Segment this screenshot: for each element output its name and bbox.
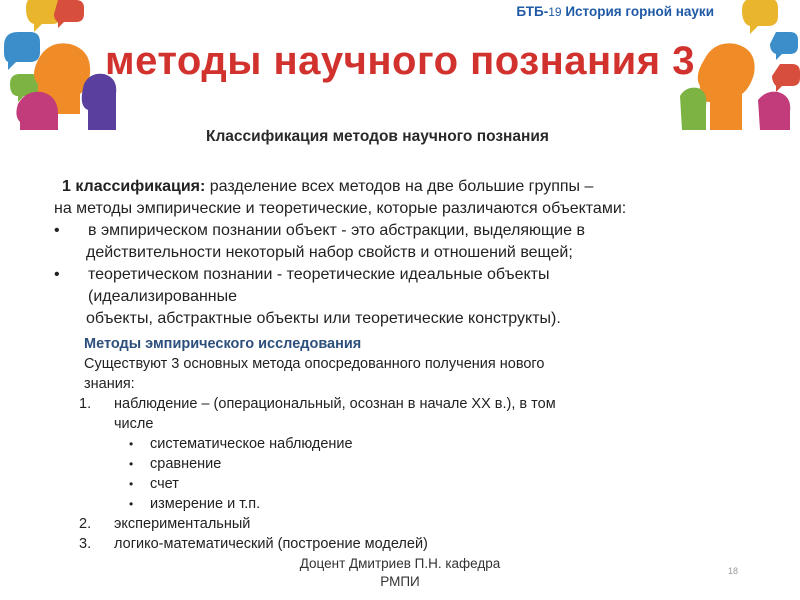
course-tag: БТБ-19 История горной науки [516,4,714,19]
sub-item: • систематическое наблюдение [129,436,353,452]
slide-subtitle: Классификация методов научного познания [206,128,549,145]
classification-line-2: на методы эмпирические и теоретические, которые различаются объектами: [54,200,627,217]
sub-item: • измерение и т.п. [129,496,261,512]
sub-item: • сравнение [129,456,222,472]
slide-footer: Доцент Дмитриев П.Н. кафедра РМПИ [299,556,501,589]
numbered-item-2: 2. экспериментальный [79,516,251,532]
intro-line-1: Существуют 3 основных метода опосредованного получения нового [84,356,545,372]
bullet-item-theoretical: • теоретическом познании - теоретические идеальные объекты (идеализированные объекты, абстрактные объекты или теоретические конструкты). [54,266,561,327]
intro-line-2: знания: [84,376,135,392]
bullet-icon: • [129,477,134,491]
bullet-icon: • [129,457,134,471]
bullet-icon: • [129,497,134,511]
numbered-item-1: 1. наблюдение – (операциональный, осознан в начале XX в.), в том числе [79,396,556,432]
bullet-icon: • [54,222,60,239]
classification-lead: 1 классификация: [62,178,206,195]
classification-line-1: 1 классификация: разделение всех методов на две большие группы – [62,178,594,195]
slide-title: методы научного познания 3 [105,39,695,83]
classification-bullets [54,220,782,330]
empirical-methods-block [79,334,664,554]
numbered-item-3: 3. логико-математический (построение моделей) [79,536,428,552]
page-number: 18 [727,566,738,576]
sub-item: • счет [129,476,179,492]
bullet-icon: • [129,437,134,451]
bullet-item-empirical: • в эмпирическом познании объект - это абстракции, выделяющие в действительности некоторый набор свойств и отношений вещей; [54,222,585,261]
bullet-icon: • [54,266,60,283]
classification-block [54,176,782,330]
empirical-methods-heading: Методы эмпирического исследования [84,336,362,352]
